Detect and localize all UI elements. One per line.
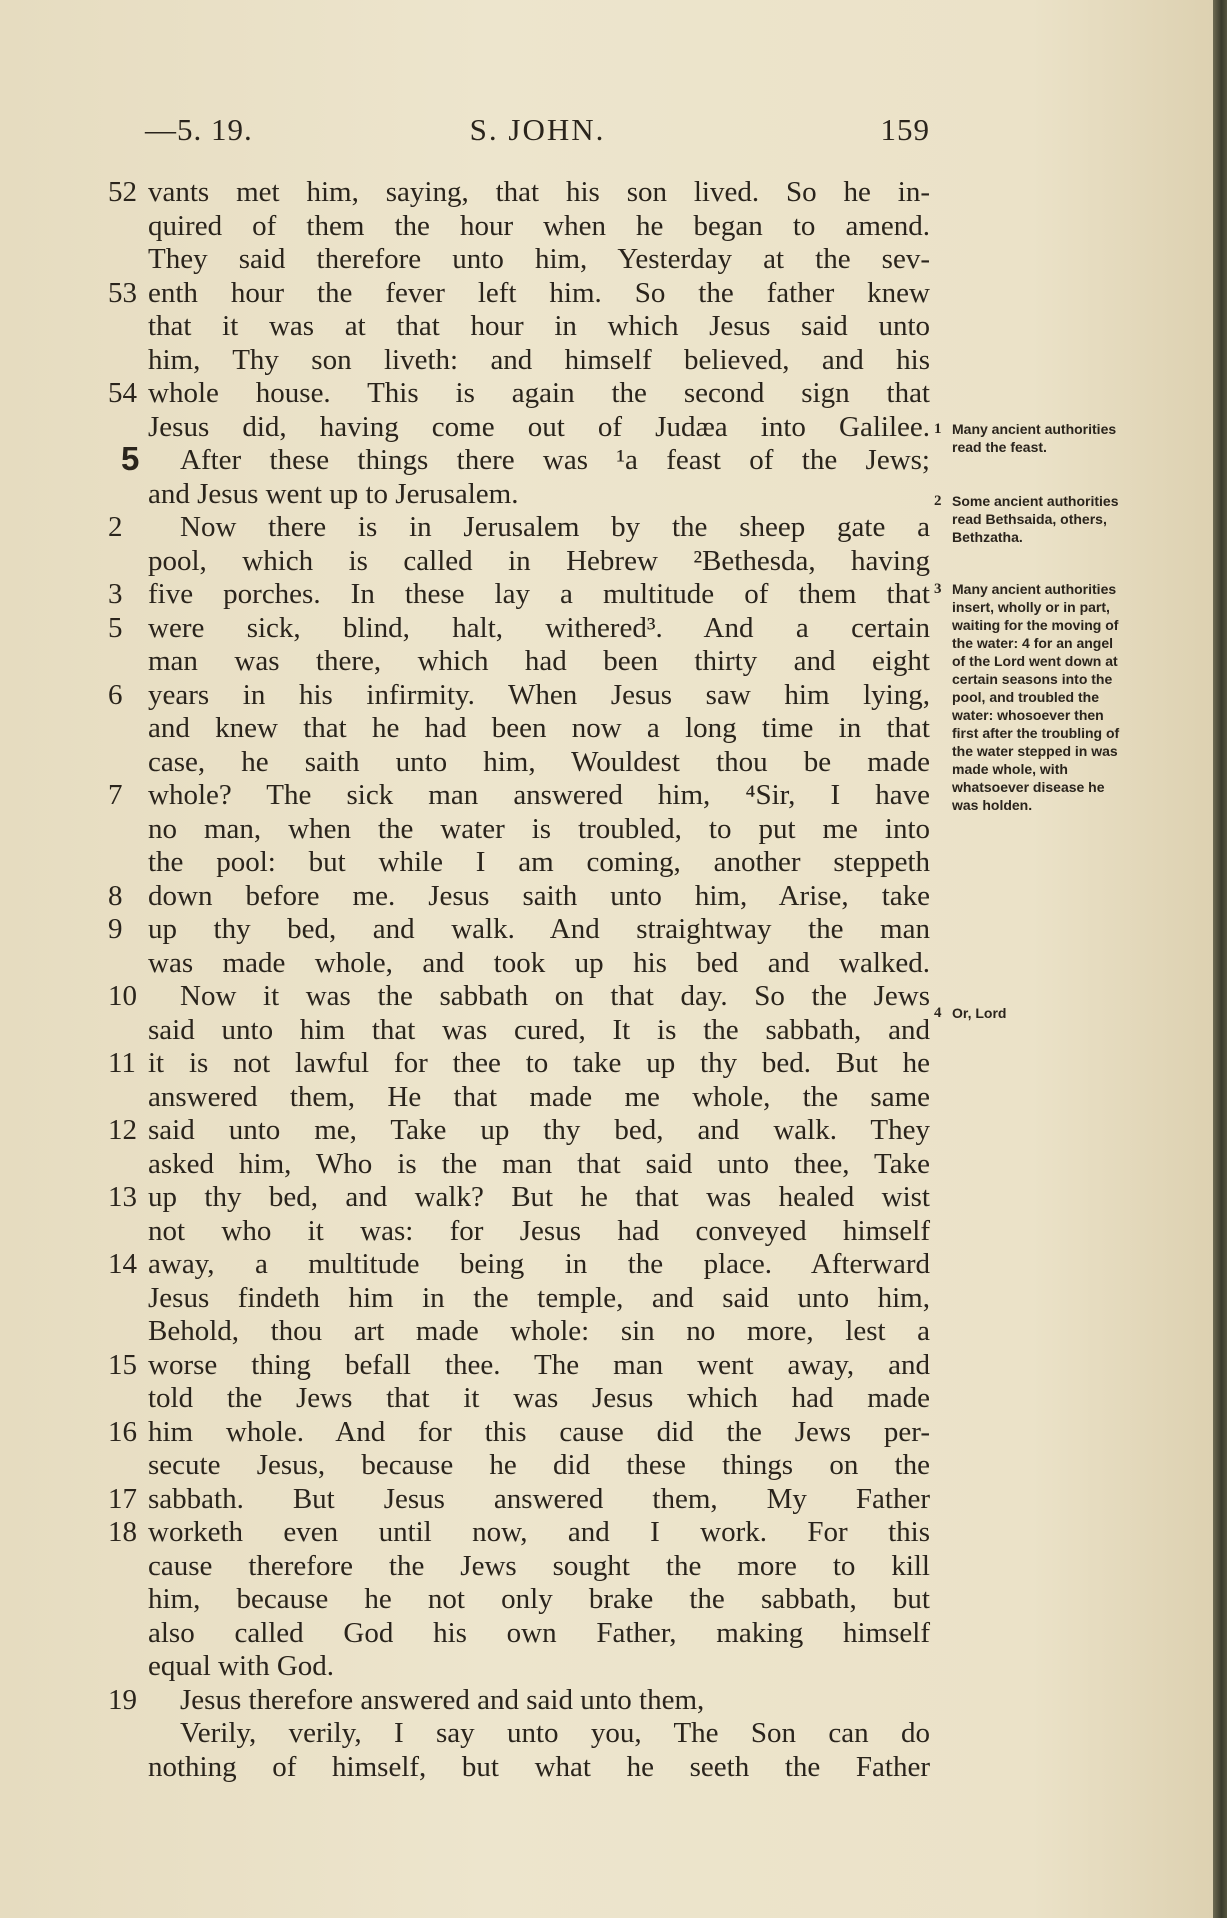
verse-number: 5 bbox=[108, 611, 123, 644]
line-text: told the Jews that it was Jesus which had made bbox=[148, 1382, 930, 1414]
text-line bbox=[108, 1181, 930, 1215]
running-header bbox=[145, 112, 930, 152]
line-text: him, Thy son liveth: and himself believed, and his bbox=[148, 343, 930, 376]
line-text: enth hour the fever left him. So the father knew bbox=[148, 276, 930, 309]
line-text: After these things there was ¹a feast of the Jews; bbox=[180, 444, 930, 476]
text-line bbox=[108, 478, 930, 512]
verse-number: 52 bbox=[108, 176, 137, 208]
line-text: not who it was: for Jesus had conveyed himself bbox=[148, 1214, 930, 1247]
text-line bbox=[108, 980, 930, 1014]
text-line bbox=[108, 243, 930, 277]
text-line bbox=[108, 1516, 930, 1550]
verse-number: 19 bbox=[108, 1683, 137, 1716]
text-line bbox=[108, 277, 930, 311]
margin-note-number: 2 bbox=[934, 493, 942, 509]
line-text: no man, when the water is troubled, to put me into bbox=[148, 812, 930, 845]
text-line bbox=[108, 779, 930, 813]
text-line bbox=[108, 1215, 930, 1249]
text-line bbox=[108, 746, 930, 780]
text-line bbox=[108, 813, 930, 847]
line-text: up thy bed, and walk. And straightway the man bbox=[148, 913, 930, 945]
text-line bbox=[108, 612, 930, 646]
text-line bbox=[108, 1416, 930, 1450]
line-text: him whole. And for this cause did the Jews per- bbox=[148, 1415, 930, 1448]
verse-number: 9 bbox=[108, 913, 123, 945]
verse-number: 10 bbox=[108, 980, 137, 1012]
text-line bbox=[108, 913, 930, 947]
line-text: him, because he not only brake the sabbath, but bbox=[148, 1583, 930, 1615]
line-text: sabbath. But Jesus answered them, My Father bbox=[148, 1482, 930, 1515]
text-line bbox=[108, 1550, 930, 1584]
line-text: secute Jesus, because he did these things on the bbox=[148, 1449, 930, 1481]
line-text: asked him, Who is the man that said unto thee, Take bbox=[148, 1147, 930, 1180]
verse-number: 18 bbox=[108, 1516, 137, 1548]
text-line bbox=[108, 1449, 930, 1483]
line-text: pool, which is called in Hebrew ²Bethesda, having bbox=[148, 544, 930, 577]
line-text: Behold, thou art made whole: sin no more, lest a bbox=[148, 1315, 930, 1347]
line-text: answered them, He that made me whole, the same bbox=[148, 1080, 930, 1113]
line-text: that it was at that hour in which Jesus said unto bbox=[148, 310, 930, 342]
verse-number: 11 bbox=[108, 1047, 136, 1079]
line-text: down before me. Jesus saith unto him, Arise, take bbox=[148, 879, 930, 912]
margin-note-number: 3 bbox=[934, 581, 942, 597]
line-text: whole house. This is again the second sign that bbox=[148, 377, 930, 409]
verse-number: 14 bbox=[108, 1248, 137, 1280]
text-line bbox=[108, 846, 930, 880]
text-line bbox=[108, 1114, 930, 1148]
line-text: the pool: but while I am coming, another steppeth bbox=[148, 846, 930, 878]
text-line bbox=[108, 1282, 930, 1316]
text-line bbox=[108, 411, 930, 445]
line-text: away, a multitude being in the place. Afterward bbox=[148, 1248, 930, 1280]
verse-number: 53 bbox=[108, 276, 137, 309]
text-line bbox=[108, 1148, 930, 1182]
verse-number: 17 bbox=[108, 1482, 137, 1515]
text-line bbox=[108, 511, 930, 545]
page-number: 159 bbox=[880, 112, 930, 147]
margin-note-number: 1 bbox=[934, 421, 942, 437]
text-line bbox=[108, 1684, 930, 1718]
margin-note-text: Many ancient authorities insert, wholly or in part, waiting for the moving of the water: 4 for an angel of the Lord went down at certain seasons into the pool, and troubled the water: whosoever then first after the troubling of the water stepped in was made whole, with whatsoever disease he was holden. bbox=[952, 581, 1120, 813]
text-line bbox=[108, 1717, 930, 1751]
text-line bbox=[108, 578, 930, 612]
scripture-text bbox=[108, 176, 930, 1784]
line-text: were sick, blind, halt, withered³. And a certain bbox=[148, 611, 930, 644]
margin-note-text: Or, Lord bbox=[952, 1005, 1007, 1021]
text-line bbox=[108, 1248, 930, 1282]
text-line bbox=[108, 1382, 930, 1416]
text-line bbox=[108, 210, 930, 244]
line-text: equal with God. bbox=[148, 1650, 335, 1682]
line-text: man was there, which had been thirty and eight bbox=[148, 645, 930, 677]
text-line bbox=[108, 344, 930, 378]
verse-number: 15 bbox=[108, 1348, 137, 1381]
verse-number: 3 bbox=[108, 578, 123, 610]
chapter-number: 5 bbox=[121, 440, 140, 477]
line-text: it is not lawful for thee to take up thy bed. But he bbox=[148, 1047, 930, 1079]
line-text: Now it was the sabbath on that day. So the Jews bbox=[180, 980, 930, 1012]
text-line bbox=[108, 1047, 930, 1081]
line-text: whole? The sick man answered him, ⁴Sir, I have bbox=[148, 779, 930, 811]
line-text: years in his infirmity. When Jesus saw him lying, bbox=[148, 678, 930, 711]
line-text: Jesus findeth him in the temple, and said unto him, bbox=[148, 1281, 930, 1314]
line-text: vants met him, saying, that his son lived. So he in- bbox=[148, 176, 930, 208]
text-line bbox=[108, 1583, 930, 1617]
line-text: also called God his own Father, making himself bbox=[148, 1616, 930, 1649]
verse-number: 12 bbox=[108, 1114, 137, 1146]
verse-number: 6 bbox=[108, 678, 123, 711]
line-text: Now there is in Jerusalem by the sheep gate a bbox=[180, 511, 930, 543]
verse-number: 7 bbox=[108, 779, 123, 811]
line-text: and Jesus went up to Jerusalem. bbox=[148, 477, 519, 510]
book-spine-edge bbox=[1213, 0, 1227, 1918]
verse-number: 8 bbox=[108, 879, 123, 912]
verse-number: 2 bbox=[108, 511, 123, 543]
text-line bbox=[108, 1483, 930, 1517]
text-line bbox=[108, 645, 930, 679]
margin-note-number: 4 bbox=[934, 1005, 942, 1021]
line-text: They said therefore unto him, Yesterday at the sev- bbox=[148, 243, 930, 275]
verse-number: 54 bbox=[108, 377, 137, 409]
text-line bbox=[108, 712, 930, 746]
line-text: five porches. In these lay a multitude of them that bbox=[148, 578, 930, 610]
text-line bbox=[108, 1349, 930, 1383]
line-text: worse thing befall thee. The man went away, and bbox=[148, 1348, 930, 1381]
text-line bbox=[108, 310, 930, 344]
line-text: cause therefore the Jews sought the more to kill bbox=[148, 1549, 930, 1582]
margin-note-text: Many ancient authorities read the feast. bbox=[952, 421, 1117, 455]
line-text: Jesus therefore answered and said unto them, bbox=[180, 1683, 705, 1716]
text-line bbox=[108, 1014, 930, 1048]
text-line bbox=[108, 1617, 930, 1651]
verse-number: 16 bbox=[108, 1415, 137, 1448]
verse-number: 13 bbox=[108, 1181, 137, 1213]
line-text: Jesus did, having come out of Judæa into Galilee. bbox=[148, 410, 930, 443]
header-verse-range: —5. 19. bbox=[145, 112, 253, 147]
text-line bbox=[108, 880, 930, 914]
line-text: said unto me, Take up thy bed, and walk. They bbox=[148, 1114, 930, 1146]
margin-note-text: Some ancient authorities read Bethsaida, others, Bethzatha. bbox=[952, 493, 1119, 545]
text-line bbox=[108, 440, 930, 478]
text-line bbox=[108, 1315, 930, 1349]
line-text: was made whole, and took up his bed and walked. bbox=[148, 946, 930, 979]
line-text: quired of them the hour when he began to amend. bbox=[148, 209, 930, 242]
text-line bbox=[108, 947, 930, 981]
line-text: case, he saith unto him, Wouldest thou be made bbox=[148, 745, 930, 778]
text-line bbox=[108, 1650, 930, 1684]
text-line bbox=[108, 679, 930, 713]
header-book-title: S. JOHN. bbox=[469, 112, 606, 147]
line-text: nothing of himself, but what he seeth the Father bbox=[148, 1750, 930, 1783]
line-text: said unto him that was cured, It is the sabbath, and bbox=[148, 1013, 930, 1046]
text-line bbox=[108, 1081, 930, 1115]
line-text: Verily, verily, I say unto you, The Son can do bbox=[180, 1717, 930, 1749]
text-line bbox=[108, 176, 930, 210]
line-text: up thy bed, and walk? But he that was healed wist bbox=[148, 1181, 930, 1213]
text-line bbox=[108, 545, 930, 579]
line-text: and knew that he had been now a long time in that bbox=[148, 712, 930, 744]
line-text: worketh even until now, and I work. For this bbox=[148, 1516, 930, 1548]
text-line bbox=[108, 377, 930, 411]
text-line bbox=[108, 1751, 930, 1785]
